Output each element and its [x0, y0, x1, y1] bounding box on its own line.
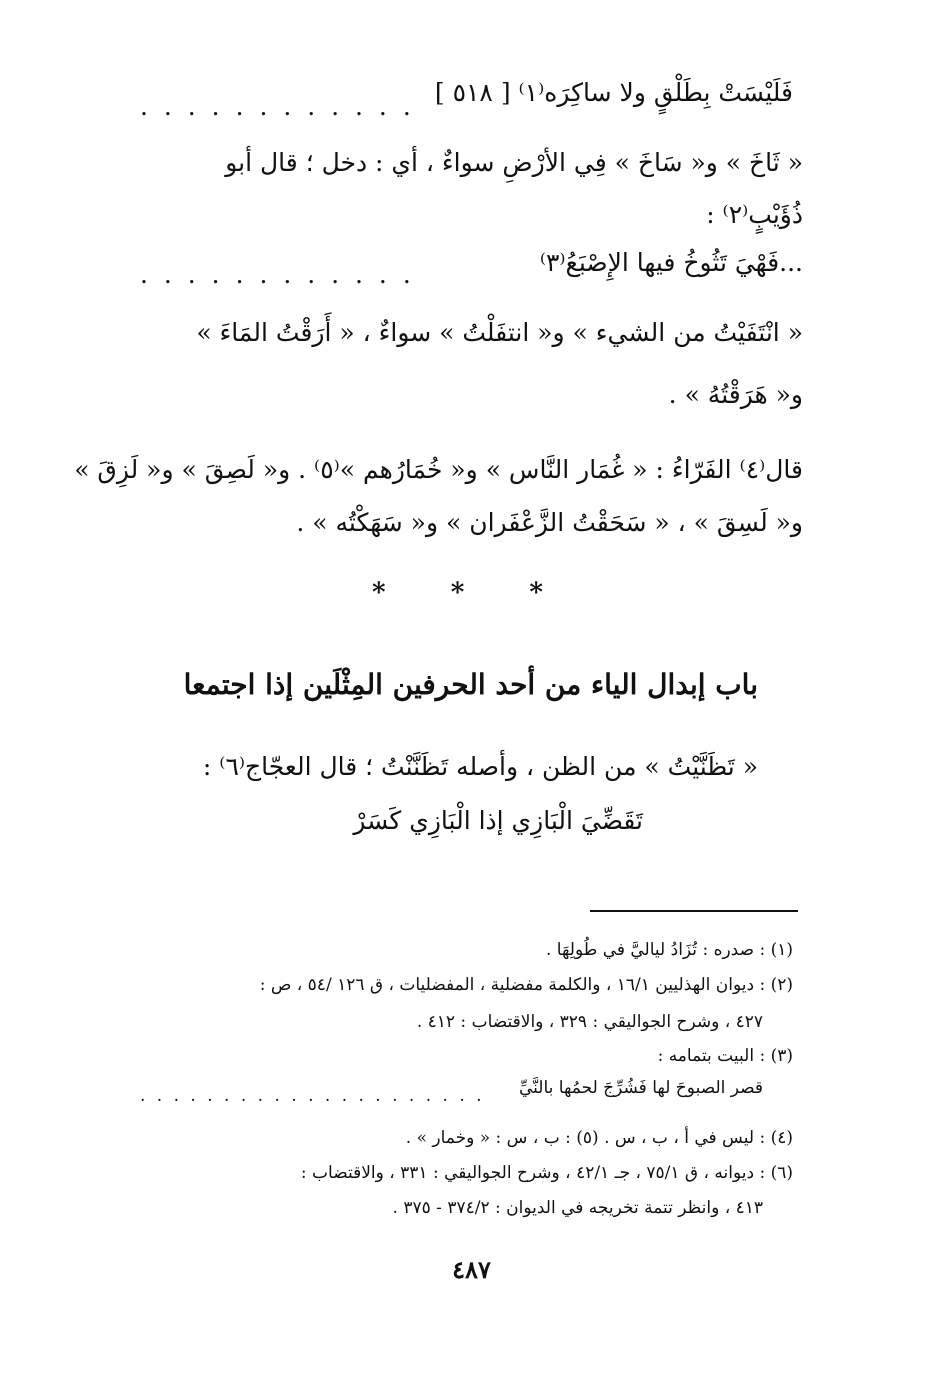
- page-number: ٤٨٧: [452, 1255, 491, 1284]
- footnote-2: (٢) : ديوان الهذليين ١٦/١ ، والكلمة مفضلية ، المفضليات ، ق ١٢٦ /٥٤ ، ص :: [259, 975, 793, 995]
- text-line: و« لَسِقَ » ، « سَحَقْتُ الزَّعْفَران » و« سَهَكْتُه » .: [296, 508, 803, 537]
- text-line: و« هَرَقْتُهُ » .: [668, 380, 803, 409]
- footnote-3: (٣) : البيت بتمامه :: [657, 1046, 793, 1066]
- footnote-4-5: (٤) : ليس في أ ، ب ، س . (٥) : ب ، س : « وخمار » .: [405, 1128, 793, 1148]
- footnote-1: (١) : صدره : تُزَادُ لياليَّ في طُولِهَا .: [545, 940, 793, 960]
- footnote-2-cont: ٤٢٧ ، وشرح الجواليقي : ٣٢٩ ، والاقتضاب : ٤١٢ .: [416, 1012, 763, 1032]
- footnote-3-verse: قصر الصبوحَ لها فَشُرِّجَ لحمُها بالنَّيِّ: [518, 1078, 763, 1098]
- verse-line: ...فَهْيَ تَثُوخُ فيها الإِصْبَعُ⁽٣⁾: [539, 248, 803, 277]
- text-line: « انْتَفَيْتُ من الشيء » و« انتفَلْتُ » سواءٌ ، « أَرَقْتُ المَاءَ »: [196, 318, 803, 347]
- footnote-6: (٦) : ديوانه ، ق ٧٥/١ ، جـ ٤٢/١ ، وشرح الجواليقي : ٣٣١ ، والاقتضاب :: [300, 1163, 793, 1183]
- text-line: « تَظَنَّيْتُ » من الظن ، وأصله تَظَنَّنْتُ ؛ قال العجّاج⁽٦⁾ :: [202, 752, 758, 781]
- verse-line: تَقَضِّيَ الْبَازِي إذا الْبَازِي كَسَرْ: [353, 806, 643, 835]
- verse-line: فَلَيْسَتْ بِطَلْقٍ ولا ساكِرَه⁽١⁾ [ ٥١٨ ]: [434, 78, 793, 107]
- section-separator: * * *: [372, 578, 571, 608]
- text-line: ذُؤَيْبٍ⁽٢⁾ :: [706, 200, 803, 229]
- verse-ellipsis: . . . . . . . . . . . .: [140, 260, 415, 289]
- text-line: « ثَاخَ » و« سَاخَ » فِي الأرْضِ سواءٌ ، أي : دخل ؛ قال أبو: [225, 148, 803, 177]
- section-heading: باب إبدال الياء من أحد الحرفين المِثْلَين إذا اجتمعا: [183, 668, 758, 701]
- footnote-3-ellipsis: . . . . . . . . . . . . . . . . . . . . .: [140, 1086, 485, 1106]
- text-line: قال⁽٤⁾ الفَرّاءُ : « غُمَار النَّاس » و« خُمَارُهم »⁽٥⁾ . و« لَصِقَ » و« لَزِقَ »: [74, 455, 803, 484]
- footnote-separator: [590, 910, 798, 912]
- verse-ellipsis: . . . . . . . . . . . .: [140, 92, 415, 121]
- footnote-6-cont: ٤١٣ ، وانظر تتمة تخريجه في الديوان : ٣٧٤/٢ - ٣٧٥ .: [392, 1198, 763, 1218]
